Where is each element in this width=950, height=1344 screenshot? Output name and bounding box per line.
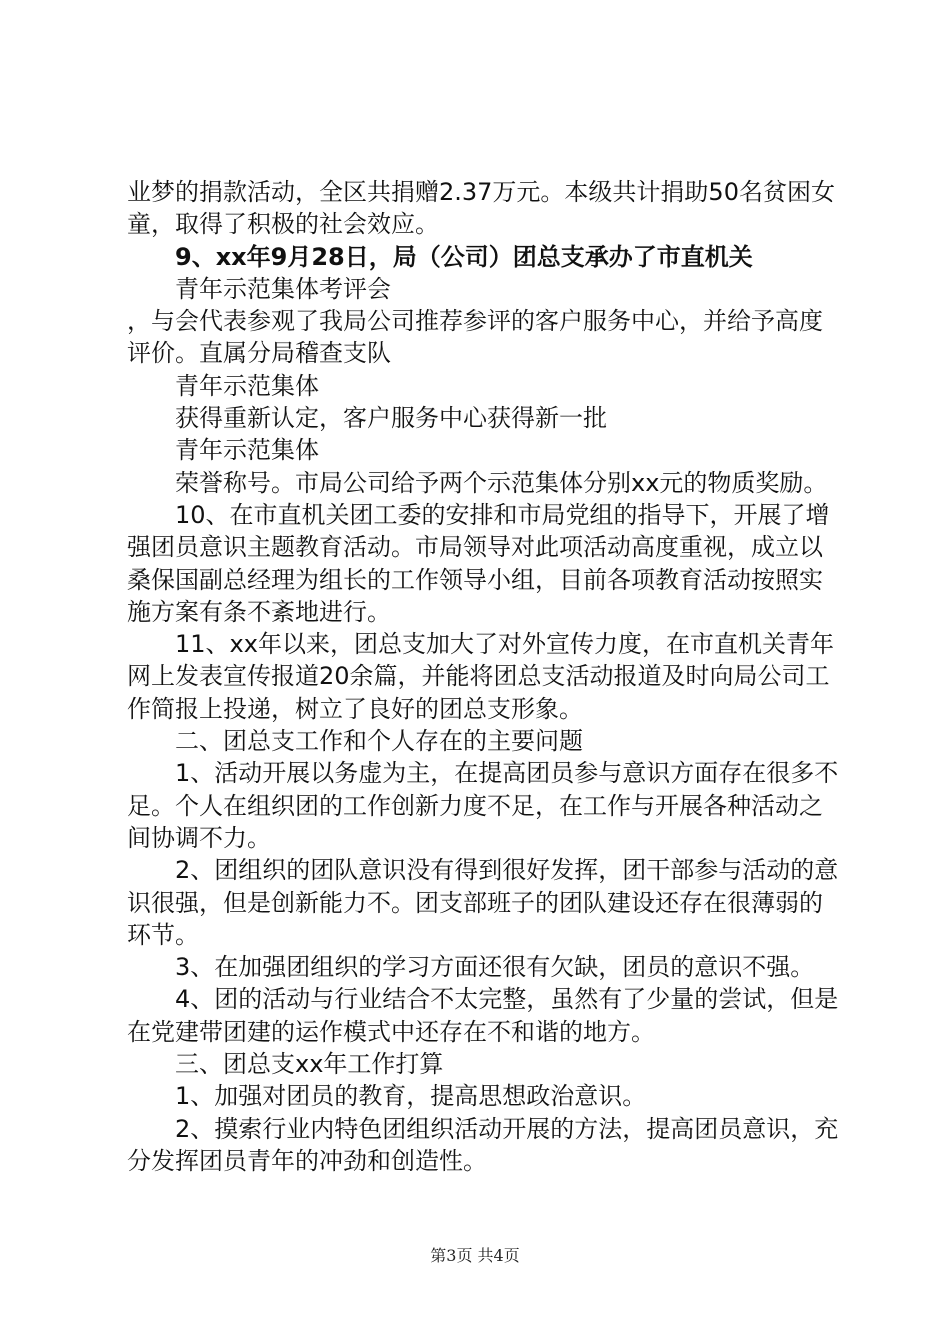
paragraph-9: 10、在市直机关团工委的安排和市局党组的指导下，开展了增强团员意识主题教育活动。市局领导对此项活动高度重视，成立以桑保国副总经理为组长的工作领导小组，目前各项教育活动按照实施方案有条不紊地进行。 bbox=[127, 500, 830, 626]
paragraph-17: 1、加强对团员的教育，提高思想政治意识。 bbox=[175, 1082, 647, 1111]
paragraph-4: ，与会代表参观了我局公司推荐参评的客户服务中心，并给予高度评价。直属分局稽查支队 bbox=[127, 307, 823, 368]
paragraph-18: 2、摸索行业内特色团组织活动开展的方法，提高团员意识，充分发挥团员青年的冲劲和创造性。 bbox=[127, 1114, 839, 1175]
paragraph-14: 3、在加强团组织的学习方面还很有欠缺，团员的意识不强。 bbox=[175, 953, 815, 982]
paragraph-6: 获得重新认定，客户服务中心获得新一批 bbox=[175, 404, 607, 433]
paragraph-3: 青年示范集体考评会 bbox=[175, 274, 391, 303]
paragraph-2: 9、xx年9月28日，局（公司）团总支承办了市直机关 bbox=[175, 242, 753, 271]
page-number-label: 第3页 共4页 bbox=[430, 1246, 520, 1265]
paragraph-12: 1、活动开展以务虚为主，在提高团员参与意识方面存在很多不足。个人在组织团的工作创新力度不足，在工作与开展各种活动之间协调不力。 bbox=[127, 759, 839, 852]
paragraph-1: 业梦的捐款活动，全区共捐赠2.37万元。本级共计捐助50名贫困女童，取得了积极的社会效应。 bbox=[127, 178, 835, 239]
paragraph-7: 青年示范集体 bbox=[175, 436, 319, 465]
paragraph-13: 2、团组织的团队意识没有得到很好发挥，团干部参与活动的意识很强，但是创新能力不。团支部班子的团队建设还存在很薄弱的环节。 bbox=[127, 856, 839, 949]
section-heading-3: 三、团总支xx年工作打算 bbox=[175, 1050, 444, 1079]
paragraph-5: 青年示范集体 bbox=[175, 371, 319, 400]
page-footer bbox=[0, 1243, 950, 1266]
paragraph-15: 4、团的活动与行业结合不太完整，虽然有了少量的尝试，但是在党建带团建的运作模式中还存在不和谐的地方。 bbox=[127, 985, 839, 1046]
document-body bbox=[127, 176, 839, 1177]
section-heading-2: 二、团总支工作和个人存在的主要问题 bbox=[175, 727, 583, 756]
paragraph-10: 11、xx年以来，团总支加大了对外宣传力度，在市直机关青年网上发表宣传报道20余篇，并能将团总支活动报道及时向局公司工作简报上投递，树立了良好的团总支形象。 bbox=[127, 630, 834, 723]
paragraph-8: 荣誉称号。市局公司给予两个示范集体分别xx元的物质奖励。 bbox=[175, 468, 828, 497]
